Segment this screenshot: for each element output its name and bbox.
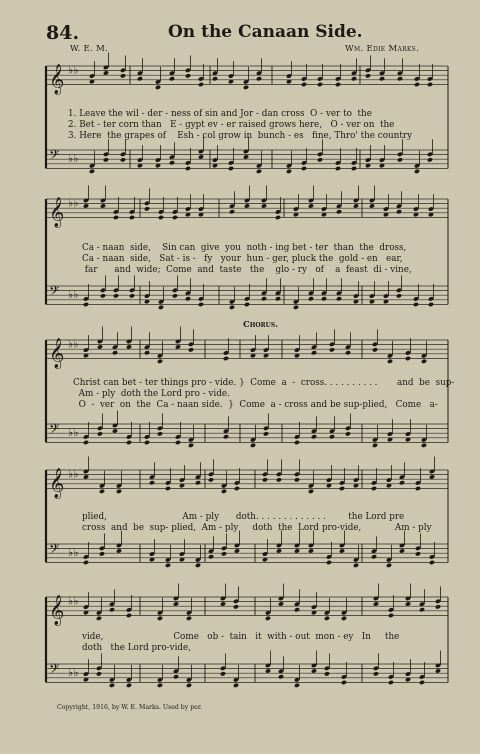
note-head: [185, 296, 191, 301]
note-head: [353, 563, 359, 568]
note-head: [373, 671, 379, 676]
note-head: [419, 607, 425, 612]
chorus-line3: O - ver on the Ca - naan side. } Come a - cross and be sup-plied, Come a-: [73, 400, 438, 410]
note-head: [195, 563, 201, 568]
treble-clef-icon: 𝄞: [49, 468, 65, 499]
bass-clef-icon: 𝄢: [49, 541, 60, 561]
note-head: [175, 344, 181, 349]
verse1-line2: Ca - naan side, Sin can give you noth - ing bet - ter than the dross,: [82, 243, 407, 253]
note-head: [96, 671, 102, 676]
note-head: [172, 215, 178, 220]
bass-clef-icon: 𝄢: [49, 147, 60, 167]
note-head: [324, 671, 330, 676]
chorus-line2: Am - ply doth the Lord pro - vide.: [73, 389, 230, 399]
note-head: [428, 302, 434, 307]
note-head: [372, 443, 378, 448]
note-head: [399, 548, 405, 553]
note-head: [339, 486, 345, 491]
treble-clef-icon: 𝄞: [49, 595, 65, 626]
note-head: [212, 76, 218, 81]
note-head: [415, 551, 421, 556]
verse1-line1: 1. Leave the wil - der - ness of sin and Jor - dan cross O - ver to the: [68, 109, 372, 119]
note-head: [157, 683, 163, 688]
note-head: [326, 560, 332, 565]
note-head: [158, 305, 164, 310]
hymn-title: On the Canaan Side.: [168, 22, 363, 42]
treble-clef-icon: 𝄞: [49, 64, 65, 95]
note-head: [301, 166, 307, 171]
bass-clef-icon: 𝄢: [49, 661, 60, 681]
note-head: [244, 302, 250, 307]
note-head: [397, 157, 403, 162]
note-head: [286, 169, 292, 174]
note-head: [96, 616, 102, 621]
verse3-line1: 3. Here the grapes of Esh - col grow in bunch - es fine, Thro' the country: [68, 131, 413, 141]
note-head: [233, 683, 239, 688]
flat-icon: ♭♭: [68, 546, 79, 560]
note-head: [144, 350, 150, 355]
flat-icon: ♭♭: [68, 337, 79, 351]
note-head: [336, 296, 342, 301]
note-head: [351, 166, 357, 171]
note-head: [112, 350, 118, 355]
note-head: [198, 154, 204, 159]
note-head: [155, 85, 161, 90]
note-head: [275, 296, 281, 301]
note-head: [386, 563, 392, 568]
note-head: [405, 601, 411, 606]
note-head: [294, 607, 300, 612]
note-head: [126, 440, 132, 445]
verse2-line2: Ca - naan side, Sat - is - fy your hun - ger, pluck the gold - en ear,: [82, 254, 403, 264]
note-head: [169, 160, 175, 165]
note-head: [341, 616, 347, 621]
note-head: [185, 166, 191, 171]
note-head: [353, 203, 359, 208]
note-head: [405, 356, 411, 361]
note-head: [278, 601, 284, 606]
note-head: [244, 203, 250, 208]
flat-icon: ♭♭: [68, 152, 79, 166]
note-head: [396, 293, 402, 298]
bass-clef-icon: 𝄢: [49, 421, 60, 441]
note-head: [234, 548, 240, 553]
note-head: [195, 480, 201, 485]
note-head: [208, 477, 214, 482]
note-head: [399, 480, 405, 485]
note-head: [165, 563, 171, 568]
note-head: [294, 440, 300, 445]
note-head: [173, 674, 179, 679]
note-head: [221, 489, 227, 494]
note-head: [137, 76, 143, 81]
note-head: [234, 486, 240, 491]
note-head: [345, 350, 351, 355]
note-head: [186, 616, 192, 621]
note-head: [308, 296, 314, 301]
note-head: [83, 302, 89, 307]
note-head: [387, 359, 393, 364]
note-head: [186, 683, 192, 688]
note-head: [294, 548, 300, 553]
note-head: [83, 440, 89, 445]
note-head: [372, 347, 378, 352]
treble-clef-icon: 𝄞: [49, 197, 65, 228]
note-head: [157, 431, 163, 436]
note-head: [175, 440, 181, 445]
note-head: [365, 73, 371, 78]
note-head: [345, 431, 351, 436]
note-head: [427, 157, 433, 162]
note-head: [293, 305, 299, 310]
note-head: [278, 674, 284, 679]
flat-icon: ♭♭: [68, 63, 79, 77]
note-head: [435, 668, 441, 673]
note-head: [112, 428, 118, 433]
note-head: [109, 607, 115, 612]
note-head: [379, 76, 385, 81]
chorus-line7: doth the Lord pro-vide,: [82, 643, 192, 653]
note-head: [329, 347, 335, 352]
note-head: [435, 604, 441, 609]
note-head: [308, 203, 314, 208]
note-head: [275, 215, 281, 220]
verse2-line1: 2. Bet - ter corn than E - gypt ev - er raised grows here, O - ver on the: [68, 120, 395, 130]
note-head: [113, 293, 119, 298]
note-head: [256, 169, 262, 174]
note-head: [427, 82, 433, 87]
note-head: [262, 477, 268, 482]
flat-icon: ♭♭: [68, 467, 79, 481]
chorus-line6: vide, Come ob - tain it with - out mon - ey In the: [82, 632, 400, 642]
note-head: [221, 551, 227, 556]
note-head: [220, 601, 226, 606]
note-head: [321, 296, 327, 301]
note-head: [324, 616, 330, 621]
composer-credit: Wm. Edie Marks.: [345, 44, 420, 54]
note-head: [120, 73, 126, 78]
note-head: [311, 668, 317, 673]
note-head: [83, 560, 89, 565]
note-head: [103, 70, 109, 75]
note-head: [429, 560, 435, 565]
note-head: [97, 431, 103, 436]
note-head: [126, 613, 132, 618]
flat-icon: ♭♭: [68, 594, 79, 608]
note-head: [317, 82, 323, 87]
note-head: [129, 215, 135, 220]
note-head: [388, 680, 394, 685]
note-head: [172, 293, 178, 298]
note-head: [188, 443, 194, 448]
note-head: [185, 73, 191, 78]
note-head: [308, 548, 314, 553]
note-head: [116, 489, 122, 494]
note-head: [419, 680, 425, 685]
note-head: [414, 169, 420, 174]
note-head: [329, 434, 335, 439]
note-head: [413, 302, 419, 307]
note-head: [243, 154, 249, 159]
note-head: [335, 82, 341, 87]
note-head: [149, 480, 155, 485]
note-head: [243, 85, 249, 90]
note-head: [339, 548, 345, 553]
note-head: [256, 76, 262, 81]
chorus-line4: plied, Am - ply doth. . . . . . . . . . . . . the Lord pre: [82, 512, 405, 522]
note-head: [229, 209, 235, 214]
note-head: [336, 209, 342, 214]
hymn-number: 84.: [46, 22, 80, 44]
note-head: [188, 347, 194, 352]
note-head: [116, 548, 122, 553]
note-head: [396, 209, 402, 214]
note-head: [97, 344, 103, 349]
note-head: [341, 680, 347, 685]
note-head: [308, 489, 314, 494]
note-head: [208, 554, 214, 559]
note-head: [369, 203, 375, 208]
note-head: [421, 359, 427, 364]
note-head: [371, 486, 377, 491]
note-head: [198, 82, 204, 87]
note-head: [294, 683, 300, 688]
note-head: [229, 305, 235, 310]
note-head: [100, 203, 106, 208]
note-head: [311, 434, 317, 439]
chorus-line1: Christ can bet - ter things pro - vide. } Come a - cross. . . . . . . . . . and be sup-: [73, 378, 455, 388]
note-head: [414, 82, 420, 87]
note-head: [99, 551, 105, 556]
note-head: [129, 293, 135, 298]
verse3-line2: far and wide; Come and taste the glo - ry of a feast di - vine,: [82, 265, 412, 275]
flat-icon: ♭♭: [68, 666, 79, 680]
note-head: [265, 668, 271, 673]
note-head: [103, 157, 109, 162]
note-head: [373, 601, 379, 606]
bass-clef-icon: 𝄢: [49, 283, 60, 303]
note-head: [99, 489, 105, 494]
chorus-label: Chorus.: [243, 320, 279, 330]
note-head: [165, 486, 171, 491]
note-head: [388, 613, 394, 618]
flat-icon: ♭♭: [68, 426, 79, 440]
note-head: [276, 477, 282, 482]
note-head: [220, 671, 226, 676]
note-head: [228, 166, 234, 171]
note-head: [311, 350, 317, 355]
note-head: [109, 683, 115, 688]
note-head: [144, 206, 150, 211]
note-head: [415, 486, 421, 491]
note-head: [351, 76, 357, 81]
note-head: [157, 359, 163, 364]
note-head: [335, 166, 341, 171]
note-head: [126, 344, 132, 349]
note-head: [265, 616, 271, 621]
note-head: [144, 440, 150, 445]
note-head: [89, 169, 95, 174]
note-head: [429, 474, 435, 479]
note-head: [371, 554, 377, 559]
note-head: [263, 431, 269, 436]
flat-icon: ♭♭: [68, 288, 79, 302]
note-head: [158, 215, 164, 220]
note-head: [113, 215, 119, 220]
note-head: [83, 474, 89, 479]
note-head: [126, 683, 132, 688]
note-head: [223, 356, 229, 361]
note-head: [276, 548, 282, 553]
note-head: [301, 82, 307, 87]
note-head: [317, 157, 323, 162]
note-head: [198, 302, 204, 307]
note-head: [83, 203, 89, 208]
note-head: [223, 434, 229, 439]
note-head: [397, 76, 403, 81]
note-head: [173, 601, 179, 606]
treble-clef-icon: 𝄞: [49, 338, 65, 369]
note-head: [261, 296, 267, 301]
note-head: [261, 203, 267, 208]
note-head: [250, 443, 256, 448]
note-head: [169, 76, 175, 81]
chorus-line5: cross and be sup- plied, Am - ply doth the Lord pro-vide, Am - ply: [82, 523, 432, 533]
flat-icon: ♭♭: [68, 196, 79, 210]
lyricist-credit: W. E. M.: [70, 44, 109, 54]
note-head: [120, 157, 126, 162]
note-head: [100, 293, 106, 298]
copyright-notice: Copyright, 1916, by W. E. Marks. Used by per.: [57, 704, 203, 711]
note-head: [421, 443, 427, 448]
note-head: [233, 604, 239, 609]
note-head: [294, 477, 300, 482]
note-head: [157, 616, 163, 621]
